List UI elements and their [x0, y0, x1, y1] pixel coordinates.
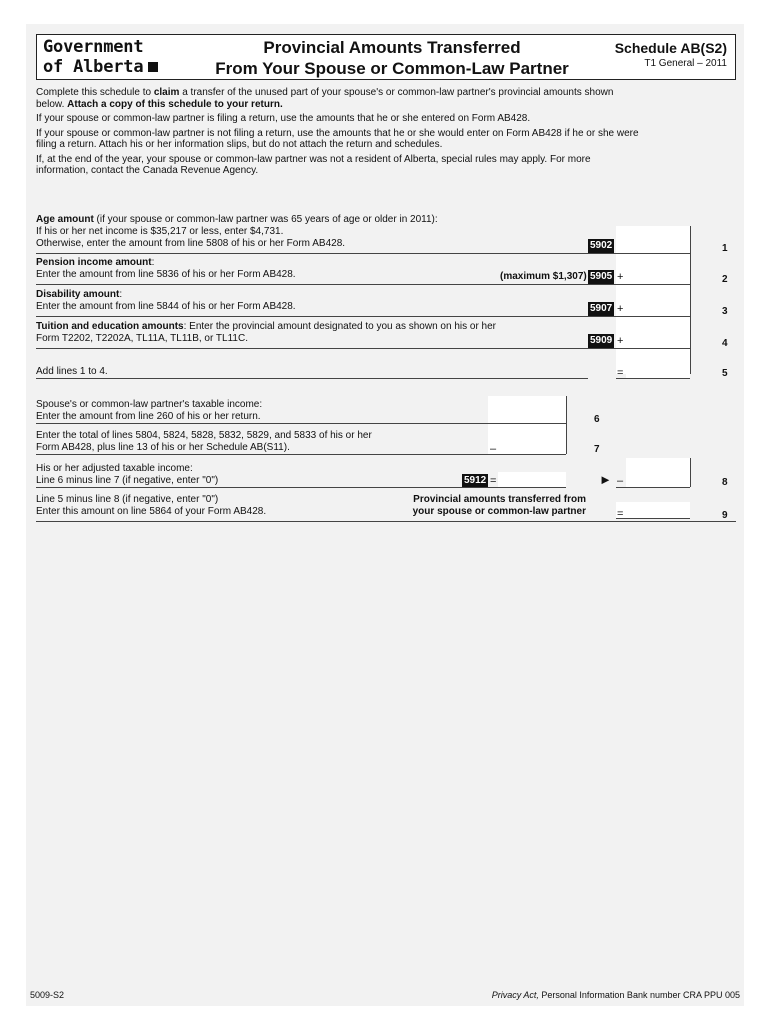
line-2-maximum-note: (maximum $1,307) — [500, 271, 587, 282]
instruction-1 — [36, 87, 736, 110]
schedule-subtitle: T1 General – 2011 — [644, 58, 727, 69]
plus-sign: + — [617, 271, 624, 283]
column-divider — [690, 226, 691, 374]
instr-text: below. — [36, 98, 68, 110]
line-6-number: 6 — [594, 414, 600, 425]
middle-column-bg — [488, 396, 566, 454]
line-4-label — [36, 321, 496, 332]
line-6-rule — [36, 423, 566, 424]
line-4-text: Form T2202, T2202A, TL11A, TL11B, or TL11C. — [36, 333, 248, 344]
line-1-heading-rest: (if your spouse or common-law partner was 65 years of age or older in 2011): — [93, 214, 438, 225]
line-1-rule — [36, 253, 690, 254]
line-4-input[interactable] — [626, 332, 690, 348]
instr-text: a transfer of the unused part of your spouse's or common-law partner's provincial amounts shown — [179, 87, 614, 98]
section-end-rule — [36, 521, 736, 522]
line-5-text: Add lines 1 to 4. — [36, 366, 108, 377]
line-1-text-2: Otherwise, enter the amount from line 5808 of his or her Form AB428. — [36, 238, 346, 249]
line-9-number: 9 — [722, 510, 728, 521]
code-5902: 5902 — [590, 240, 613, 251]
line-8-total-rule — [616, 487, 690, 488]
instructions — [36, 87, 736, 180]
line-9-total-rule — [616, 518, 690, 519]
instr-attach: Attach a copy of this schedule to your return. — [67, 98, 283, 110]
middle-column-divider — [566, 396, 567, 454]
line-5-total-rule — [616, 378, 690, 379]
title-line-2: From Your Spouse or Common-Law Partner — [215, 59, 569, 78]
schedule-name: Schedule AB(S2) — [614, 40, 727, 56]
line-9-text: Line 5 minus line 8 (if negative, enter "0") — [36, 494, 219, 505]
form-title — [187, 37, 597, 79]
line-1-number: 1 — [722, 243, 728, 254]
form-code: 5009-S2 — [30, 990, 65, 1000]
line-4-heading: Tuition and education amounts — [36, 321, 184, 332]
privacy-act: Privacy Act, — [491, 990, 539, 1000]
minus-sign: – — [490, 443, 497, 455]
column-divider — [690, 458, 691, 487]
line-7-number: 7 — [594, 444, 600, 455]
line-5-number: 5 — [722, 368, 728, 379]
code-5909: 5909 — [590, 335, 613, 346]
line-8a-input[interactable] — [498, 472, 566, 487]
line-1-text: If his or her net income is $35,217 or less, enter $4,731. — [36, 226, 284, 237]
instruction-4 — [36, 154, 736, 177]
line-2-label — [36, 257, 154, 268]
instr-text: If your spouse or common-law partner is not filing a return, use the amounts that he or she would enter on Form AB428 if he or she were — [36, 127, 639, 139]
line-9-result-label-2: your spouse or common-law partner — [412, 506, 586, 517]
instr-text: filing a return. Attach his or her information slips, but do not attach the return and schedules. — [36, 139, 443, 150]
instr-text: Complete this schedule to — [36, 87, 154, 98]
line-2-heading: Pension income amount — [36, 257, 152, 268]
instr-claim: claim — [153, 87, 180, 98]
line-3-number: 3 — [722, 306, 728, 317]
equals-sign: = — [490, 475, 497, 487]
instruction-3 — [36, 128, 736, 151]
line-3-rule — [36, 316, 690, 317]
minus-sign: – — [617, 475, 624, 487]
title-line-1: Provincial Amounts Transferred — [263, 38, 521, 57]
line-5-rule — [36, 378, 588, 379]
instr-text: If, at the end of the year, your spouse or common-law partner was not a resident of Alberta, special rules may apply. For more — [36, 153, 591, 165]
line-6-input[interactable] — [490, 408, 566, 423]
line-9-result-label: Provincial amounts transferred from — [413, 494, 586, 505]
line-2-input[interactable] — [626, 268, 690, 284]
line-7-text: Enter the total of lines 5804, 5824, 5828, 5832, 5829, and 5833 of his or her — [36, 430, 372, 441]
line-8-rule — [36, 487, 566, 488]
line-8-input[interactable] — [626, 458, 690, 487]
form-header — [36, 34, 736, 80]
line-6-text: Spouse's or common-law partner's taxable income: — [36, 399, 263, 410]
form-page — [26, 24, 744, 1006]
line-4-heading-rest: : Enter the provincial amount designated to you as shown on his or her — [183, 321, 497, 332]
equals-sign: = — [617, 508, 624, 520]
line-8-text-2: Line 6 minus line 7 (if negative, enter "0") — [36, 475, 219, 486]
code-5907: 5907 — [590, 303, 613, 314]
line-1-label — [36, 214, 438, 225]
line-2-heading-rest: : — [151, 257, 155, 268]
line-2-text: Enter the amount from line 5836 of his or her Form AB428. — [36, 269, 296, 280]
plus-sign: + — [617, 335, 624, 347]
line-3-label — [36, 289, 122, 300]
line-8-number: 8 — [722, 477, 728, 488]
government-of-alberta-logo — [43, 37, 158, 77]
line-9-text-2: Enter this amount on line 5864 of your Form AB428. — [36, 506, 267, 517]
instruction-2: If your spouse or common-law partner is filing a return, use the amounts that he or she entered on Form AB428. — [36, 113, 531, 124]
line-7-text-2: Form AB428, plus line 13 of his or her Schedule AB(S11). — [36, 442, 290, 453]
line-3-input[interactable] — [626, 300, 690, 316]
line-4-number: 4 — [722, 338, 728, 349]
square-icon — [148, 62, 158, 72]
equals-sign: = — [617, 367, 624, 379]
schedule-label — [615, 40, 727, 70]
plus-sign: + — [617, 303, 624, 315]
line-4-rule — [36, 348, 690, 349]
line-1-input[interactable] — [618, 237, 690, 253]
privacy-notice — [492, 990, 740, 1001]
privacy-text: Personal Information Bank number CRA PPU 005 — [538, 990, 740, 1000]
line-3-heading-rest: : — [119, 289, 123, 300]
instr-text: information, contact the Canada Revenue Agency. — [36, 165, 259, 176]
line-2-rule — [36, 284, 690, 285]
line-1-heading: Age amount — [36, 214, 94, 225]
line-5-input[interactable] — [626, 364, 690, 378]
logo-line-1: Government — [43, 37, 144, 57]
logo-line-2: of Alberta — [43, 57, 144, 77]
arrow-right-icon: ► — [599, 472, 612, 487]
line-2-number: 2 — [722, 274, 728, 285]
line-6-text-2: Enter the amount from line 260 of his or her return. — [36, 411, 261, 422]
line-3-text: Enter the amount from line 5844 of his or her Form AB428. — [36, 301, 296, 312]
line-7-rule — [36, 454, 566, 455]
code-5905: 5905 — [590, 271, 613, 282]
code-5912: 5912 — [464, 475, 487, 486]
line-9-input[interactable] — [616, 502, 690, 518]
line-8-text: His or her adjusted taxable income: — [36, 463, 193, 474]
line-3-heading: Disability amount — [36, 289, 120, 300]
